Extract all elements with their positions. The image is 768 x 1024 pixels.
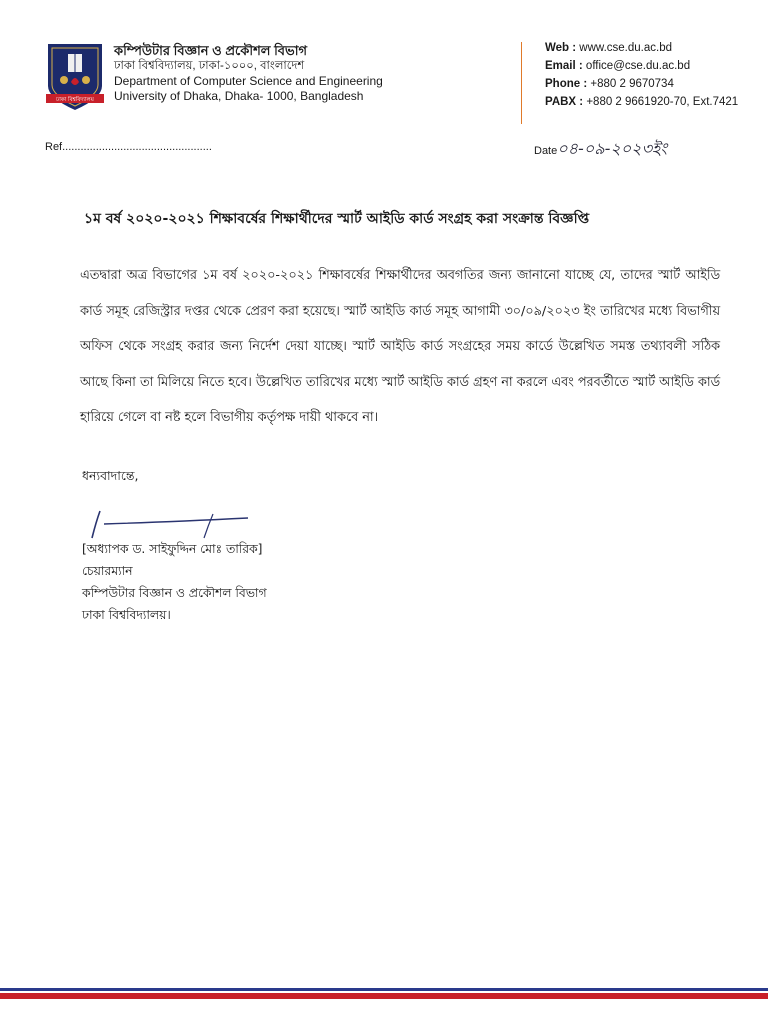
email-link[interactable]: office@cse.du.ac.bd [585,60,691,72]
dept-name-en: Department of Computer Science and Engineering [114,74,383,88]
phone-value: +880 2 9670734 [590,78,674,90]
signer-name: [অধ্যাপক ড. সাইফুদ্দিন মোঃ তারিক] [82,542,263,556]
signer-univ: ঢাকা বিশ্ববিদ্যালয়। [82,608,171,622]
pabx-label: PABX : [545,96,584,108]
signer-block [82,538,267,626]
university-logo [44,40,106,112]
contact-pabx [545,93,738,111]
contact-block [545,39,738,111]
contact-web [545,39,738,57]
footer-bar-red [0,993,768,999]
date-line [534,136,667,163]
date-label: Date [534,145,558,157]
phone-label: Phone : [545,78,588,90]
date-value: ০৪-০৯-২০২৩ইং [557,139,668,158]
pabx-value: +880 2 9661920-70, Ext.7421 [586,96,739,108]
signer-dept: কম্পিউটার বিজ্ঞান ও প্রকৌশল বিভাগ [82,586,267,600]
closing-line: ধন্যবাদান্তে, [82,468,139,483]
email-label: Email : [545,60,583,72]
web-link[interactable]: www.cse.du.ac.bd [579,42,672,54]
ref-line: Ref................................................. [45,141,212,153]
signer-designation: চেয়ারম্যান [82,564,133,578]
univ-address-en: University of Dhaka, Dhaka- 1000, Bangladesh [114,89,364,103]
notice-body: এতদ্বারা অত্র বিভাগের ১ম বর্ষ ২০২০-২০২১ শিক্ষাবর্ষের শিক্ষার্থীদের অবগতির জন্য জানানো যাচ্ছে যে, তাদের স্মার্ট আইডি কার্ড সমূহ রেজিস্ট্রার দপ্তর থেকে প্রেরণ করা হয়েছে। স্মার্ট আইডি কার্ড সমূহ আগামী ৩০/০৯/২০২৩ ইং তারিখের মধ্যে বিভাগীয় অফিস থেকে সংগ্রহ করার জন্য নির্দেশ দেয়া যাচ্ছে। স্মার্ট আইডি কার্ড সংগ্রহের সময় কার্ডে উল্লেখিত সমস্ত তথ্যাবলী সঠিক আছে কিনা তা মিলিয়ে নিতে হবে। উল্লেখিত তারিখের মধ্যে স্মার্ট আইডি কার্ড গ্রহণ না করলে এবং পরবর্তীতে স্মার্ট আইডি কার্ড হারিয়ে গেলে বা নষ্ট হলে বিভাগীয় কর্তৃপক্ষ দায়ী থাকবে না। [80,268,720,425]
logo-text: ঢাকা বিশ্ববিদ্যালয় [56,97,94,103]
dept-name-bn: কম্পিউটার বিজ্ঞান ও প্রকৌশল বিভাগ [114,43,307,58]
contact-email [545,57,738,75]
header-divider [521,42,522,124]
footer-bar-blue [0,988,768,991]
contact-phone [545,75,738,93]
univ-address-bn: ঢাকা বিশ্ববিদ্যালয়, ঢাকা-১০০০, বাংলাদেশ [114,60,305,72]
notice-title: ১ম বর্ষ ২০২০-২০২১ শিক্ষাবর্ষের শিক্ষার্থীদের স্মার্ট আইডি কার্ড সংগ্রহ করা সংক্রান্ত বিজ্ঞপ্তি [84,211,590,227]
department-header [114,42,383,104]
web-label: Web : [545,42,577,54]
